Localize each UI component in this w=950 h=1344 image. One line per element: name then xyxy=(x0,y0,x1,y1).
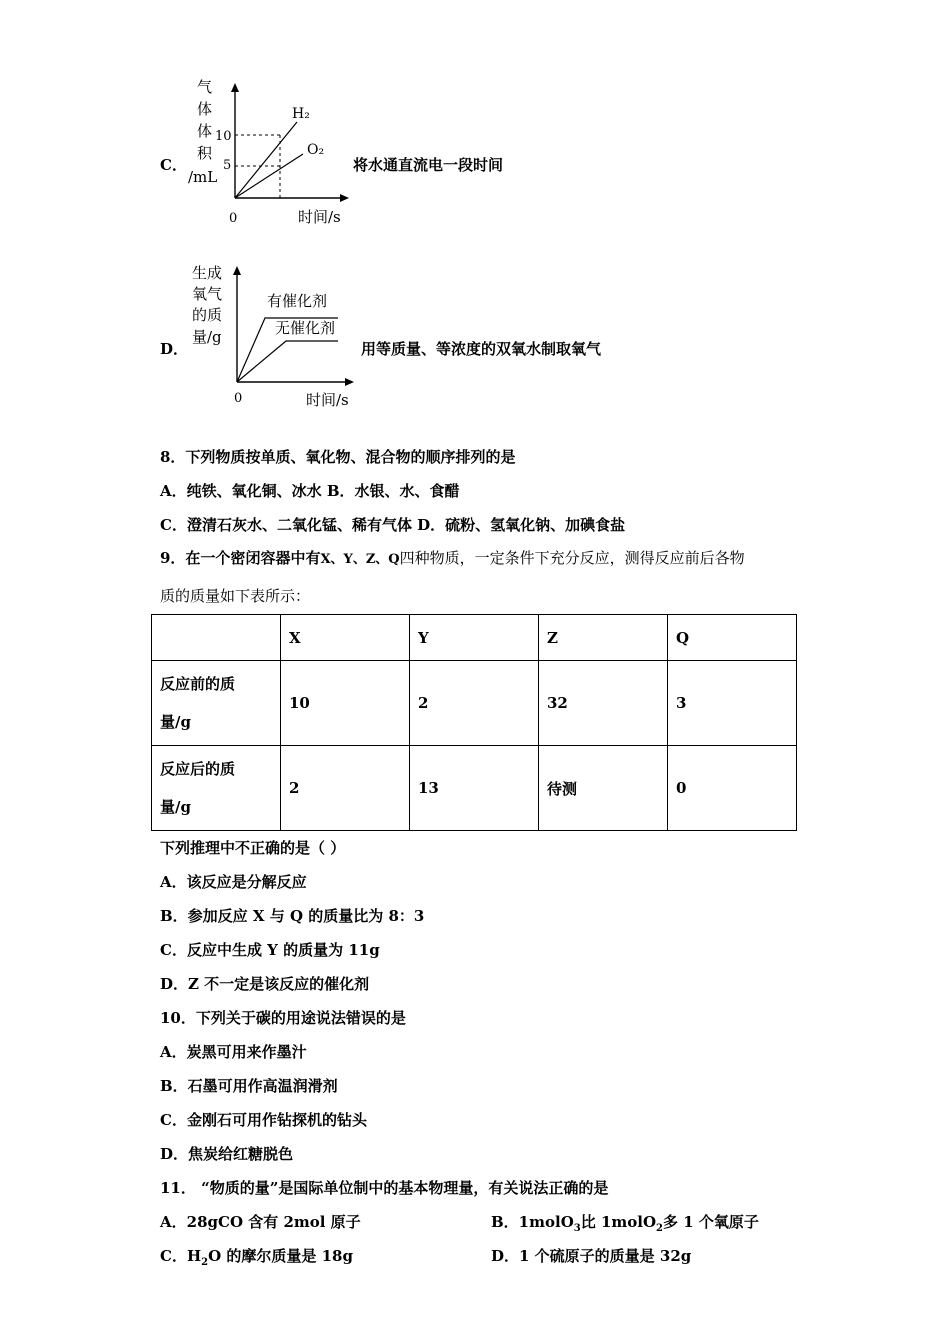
q7-d-description: 用等质量、等浓度的双氧水制取氧气 xyxy=(361,340,602,358)
q11-option-b-part: B．1molO xyxy=(491,1213,574,1231)
q7-c-xlabel: 时间/s xyxy=(298,208,341,226)
q7-d-series-without-catalyst: 无催化剂 xyxy=(275,319,336,337)
q7-d-chart xyxy=(190,258,365,413)
table-cell: 10 xyxy=(281,661,410,746)
q11-option-a: A．28gCO 含有 2mol 原子 xyxy=(160,1213,361,1231)
q11-option-b-part: 比 1molO xyxy=(580,1213,657,1231)
table-row-label-line2: 量/g xyxy=(160,798,191,816)
q8-options-cd: C．澄清石灰水、二氧化锰、稀有气体 D．硫粉、氢氧化钠、加碘食盐 xyxy=(160,516,626,534)
q11-stem: 11． “物质的量”是国际单位制中的基本物理量，有关说法正确的是 xyxy=(160,1179,609,1197)
table-cell: 32 xyxy=(539,661,668,746)
q7-d-x-arrow xyxy=(345,378,354,386)
q7-c-ylabel-2: 体 xyxy=(197,100,213,118)
q11-option-b-part: 多 1 个氧原子 xyxy=(663,1213,759,1231)
q11-option-c-part: O 的摩尔质量是 18g xyxy=(208,1247,353,1265)
table-header-cell: Y xyxy=(410,615,539,661)
q9-option-d: D．Z 不一定是该反应的催化剂 xyxy=(160,975,370,993)
q10-option-d: D．焦炭给红糖脱色 xyxy=(160,1145,294,1163)
table-row xyxy=(152,746,797,831)
q7-c-chart xyxy=(185,76,360,228)
q9-stem xyxy=(160,547,745,568)
q11-option-c xyxy=(160,1245,353,1268)
q7-c-series-h2: H₂ xyxy=(292,106,310,122)
q9-option-c: C．反应中生成 Y 的质量为 11g xyxy=(160,941,380,959)
q7-d-origin: 0 xyxy=(234,391,243,406)
q9-option-b: B．参加反应 X 与 Q 的质量比为 8：3 xyxy=(160,907,425,925)
q11-option-b-subscript: 3 xyxy=(573,1223,581,1234)
table-header-cell: Z xyxy=(539,615,668,661)
q9-option-a: A．该反应是分解反应 xyxy=(160,873,307,891)
q9-question: 下列推理中不正确的是（ ） xyxy=(160,839,346,857)
q9-stem-rest: 四种物质，一定条件下充分反应，测得反应前后各物 xyxy=(399,549,745,567)
table-cell: 待测 xyxy=(539,746,668,831)
q10-option-b: B．石墨可用作高温润滑剂 xyxy=(160,1077,338,1095)
q10-option-c: C．金刚石可用作钻探机的钻头 xyxy=(160,1111,367,1129)
table-header-cell: Q xyxy=(668,615,797,661)
q11-option-b xyxy=(491,1211,759,1234)
q7-c-line-h2 xyxy=(235,122,297,198)
q11-option-d: D．1 个硫原子的质量是 32g xyxy=(491,1247,692,1265)
table-header-cell: X xyxy=(281,615,410,661)
table-cell: 0 xyxy=(668,746,797,831)
q7-c-origin: 0 xyxy=(229,211,238,226)
table-row-label xyxy=(152,661,281,746)
q7-c-ylabel-1: 气 xyxy=(197,78,213,96)
q7-c-description: 将水通直流电一段时间 xyxy=(353,156,504,174)
q8-stem: 8．下列物质按单质、氧化物、混合物的顺序排列的是 xyxy=(160,448,516,466)
q10-stem: 10．下列关于碳的用途说法错误的是 xyxy=(160,1009,406,1027)
table-cell: 2 xyxy=(410,661,539,746)
q7-d-letter: D． xyxy=(160,340,189,358)
q7-c-x-arrow xyxy=(340,194,349,202)
q7-c-ylabel-4: 积 xyxy=(197,144,213,162)
q7-c-tick-5: 5 xyxy=(223,158,232,173)
q9-mass-table xyxy=(151,614,797,831)
q7-c-y-arrow xyxy=(231,83,239,92)
table-header-cell xyxy=(152,615,281,661)
q8-options-ab: A．纯铁、氧化铜、冰水 B．水银、水、食醋 xyxy=(160,482,460,500)
q7-d-ylabel-3: 的质 xyxy=(192,306,223,324)
table-cell: 2 xyxy=(281,746,410,831)
q11-option-b-subscript: 2 xyxy=(656,1223,664,1234)
q7-d-y-arrow xyxy=(233,266,241,275)
table-cell: 3 xyxy=(668,661,797,746)
q7-c-ylabel-3: 体 xyxy=(197,122,213,140)
q7-d-ylabel-1: 生成 xyxy=(192,264,223,282)
q7-c-ylabel-5: /mL xyxy=(188,168,218,186)
q10-option-a: A．炭黑可用来作墨汁 xyxy=(160,1043,307,1061)
q7-c-letter: C． xyxy=(160,156,187,174)
q11-option-c-subscript: 2 xyxy=(201,1257,209,1268)
q9-stem-prefix: 9．在一个密闭容器中有 xyxy=(160,549,321,567)
q7-d-ylabel-2: 氧气 xyxy=(192,285,223,303)
q7-d-xlabel: 时间/s xyxy=(306,391,349,409)
q7-c-tick-10: 10 xyxy=(215,129,232,144)
table-cell: 13 xyxy=(410,746,539,831)
q9-stem-line2: 质的质量如下表所示： xyxy=(160,587,311,605)
table-row-label xyxy=(152,746,281,831)
table-row-label-line2: 量/g xyxy=(160,713,191,731)
q11-option-c-part: C．H xyxy=(160,1247,202,1265)
q7-c-line-o2 xyxy=(235,154,303,198)
q7-d-series-with-catalyst: 有催化剂 xyxy=(267,292,328,310)
table-row xyxy=(152,661,797,746)
q7-c-series-o2: O₂ xyxy=(307,142,325,158)
table-row-label-line1: 反应后的质 xyxy=(160,760,236,778)
table-header-row xyxy=(152,615,797,661)
table-row-label-line1: 反应前的质 xyxy=(160,675,236,693)
q9-stem-substances: X、Y、Z、Q xyxy=(320,552,400,567)
q7-d-ylabel-4: 量/g xyxy=(192,328,222,346)
